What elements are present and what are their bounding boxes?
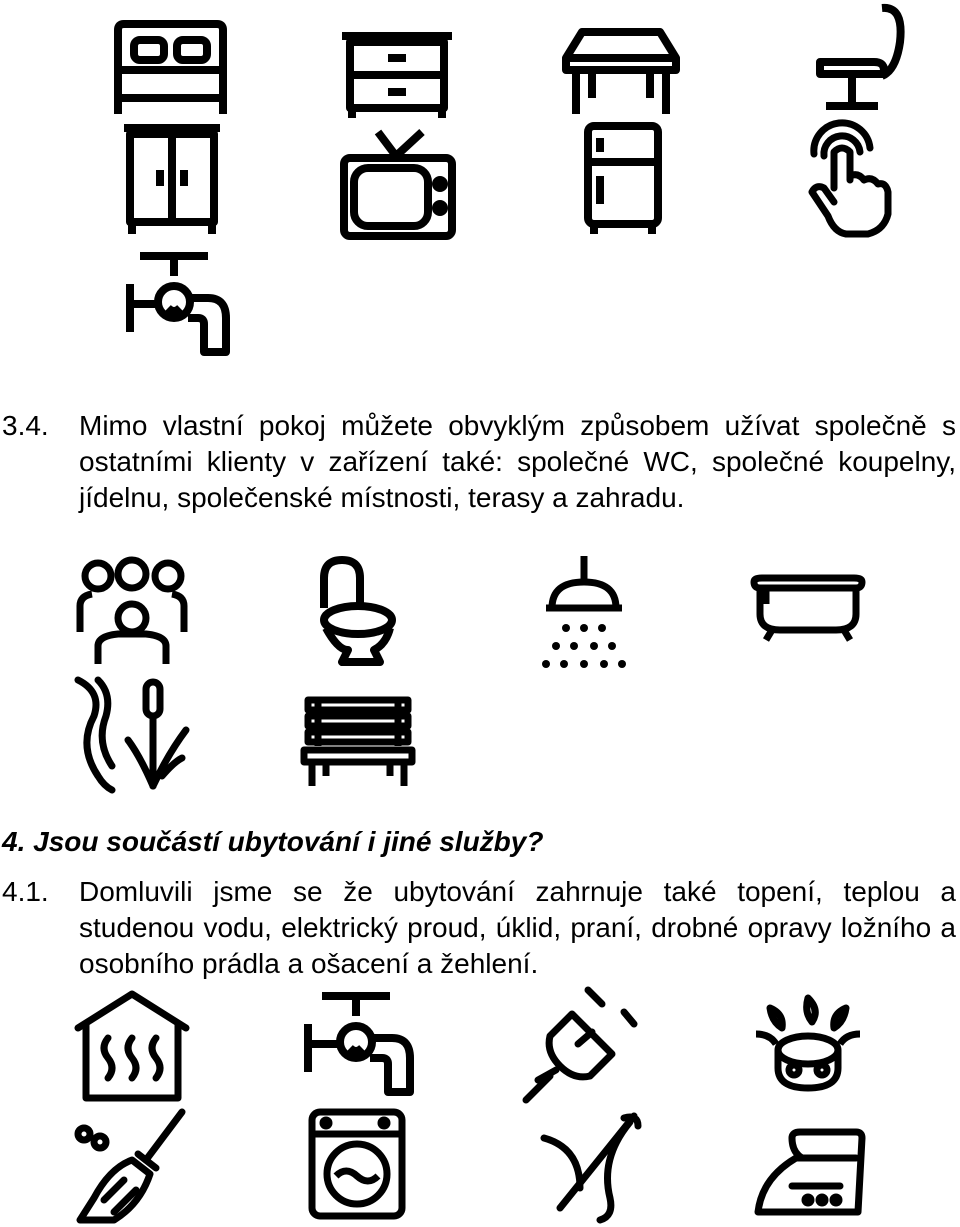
toilet-icon bbox=[308, 554, 396, 666]
washing-machine-icon bbox=[306, 1106, 408, 1222]
faucet-icon bbox=[116, 248, 232, 356]
bench-icon bbox=[300, 694, 416, 790]
paragraph-4-1 bbox=[2, 874, 956, 984]
shower-icon bbox=[538, 552, 628, 670]
section-heading: 4. Jsou součástí ubytování i jiné služby? bbox=[2, 826, 544, 857]
garden-icon bbox=[72, 676, 192, 792]
people-group-icon bbox=[74, 556, 190, 668]
needle-icon bbox=[540, 1108, 650, 1224]
paragraph-text: Mimo vlastní pokoj můžete obvyklým způsobem užívat společně s ostatními klienty v zařízení také: společné WC, společné koupelny, jídelnu, společenské místnosti, terasy a zahradu. bbox=[79, 410, 956, 513]
electric-plug-icon bbox=[520, 984, 640, 1106]
heating-icon bbox=[74, 988, 190, 1102]
section-number: 3.4. bbox=[2, 410, 49, 441]
bed-icon bbox=[108, 18, 233, 118]
gas-burner-icon bbox=[750, 994, 866, 1094]
wardrobe-icon bbox=[120, 124, 224, 236]
table-icon bbox=[560, 28, 682, 116]
bathtub-icon bbox=[750, 574, 866, 644]
paragraph-text: Domluvili jsme se že ubytování zahrnuje také topení, teplou a studenou vodu, elektrický proud, úklid, praní, drobné opravy ložního a osobního prádla a ošacení a žehlení. bbox=[79, 876, 956, 979]
fridge-icon bbox=[582, 120, 664, 236]
iron-icon bbox=[752, 1128, 868, 1220]
chair-icon bbox=[812, 2, 912, 114]
section-number: 4.1. bbox=[2, 876, 49, 907]
paragraph-3-4 bbox=[2, 408, 956, 558]
call-button-icon bbox=[800, 118, 894, 238]
tv-icon bbox=[338, 128, 458, 240]
broom-icon bbox=[74, 1108, 192, 1224]
water-tap-icon bbox=[298, 988, 418, 1096]
dresser-icon bbox=[338, 30, 456, 120]
